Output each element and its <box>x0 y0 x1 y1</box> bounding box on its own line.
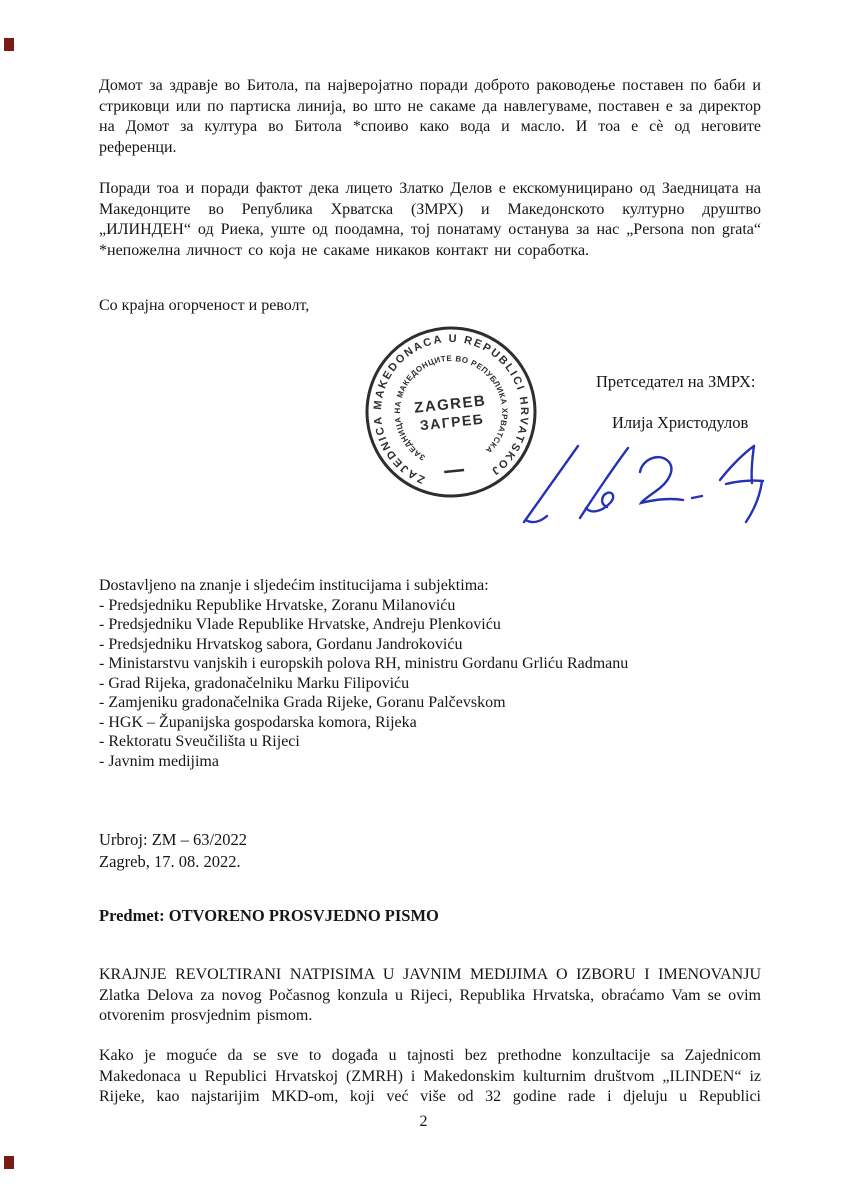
distribution-item: - Predsjedniku Republike Hrvatske, Zoranu Milanoviću <box>99 596 456 614</box>
stamp-bottom-dash <box>444 470 464 472</box>
distribution-item: - Predsjedniku Vlade Republike Hrvatske, Andreju Plenkoviću <box>99 616 501 633</box>
stamp-city-cyrillic: ЗАГРЕБ <box>419 410 485 434</box>
distribution-item: - Predsjedniku Hrvatskog sabora, Gordanu Jandrokoviću <box>99 635 463 653</box>
distribution-item: - Zamjeniku gradonačelnika Grada Rijeke, Goranu Palčevskom <box>99 694 506 711</box>
red-corner-mark-top <box>4 38 14 51</box>
distribution-item: - Javnim medijima <box>99 752 219 770</box>
reference-block <box>99 829 761 872</box>
stamp-city-latin: ZAGREB <box>413 392 488 417</box>
distribution-item: - Rektoratu Sveučilišta u Rijeci <box>99 733 300 750</box>
stamp-outer-text: ZAJEDNICA MAKEDONACA U REPUBLICI HRVATSKOJ <box>371 332 531 486</box>
distribution-heading: Dostavljeno na znanje i sljedećim institucijama i subjektima: <box>99 577 489 594</box>
subject-line: Predmet: OTVORENO PROSVJEDNO PISMO <box>99 906 439 925</box>
signatory-title: Претседател на ЗМРХ: <box>596 372 756 391</box>
reference-number: Urbroj: ZM – 63/2022 <box>99 830 248 849</box>
closing-line: Со крајна огорченост и револт, <box>99 297 310 314</box>
paragraph-krajnje: KRAJNJE REVOLTIRANI NATPISIMA U JAVNIM MEDIJIMA O IZBORU I IMENOVANJU Zlatka Delova za novog Počasnog konzula u Rijeci, Republika Hrvatska, obraćamo Vam se ovim otvorenim prosvjednim pismom. <box>99 966 761 1024</box>
paragraph-intro: Домот за здравје во Битола, па најверојатно поради доброто раководење поставен по баби и стриковци или по партиска линија, во што не сакаме да навлегуваме, поставен е за директор на Домот за култура во Битола *споиво како вода и масло. И тоа е сѐ од неговите референци. <box>99 77 761 156</box>
stamp-inner-text: ЗАЕДНИЦА НА МАКЕДОНЦИТЕ ВО РЕПУБЛИКА ХРВАТСКА <box>392 353 510 463</box>
distribution-item: - Grad Rijeka, gradonačelniku Marku Filipoviću <box>99 674 410 692</box>
signatory-name: Илија Христодулов <box>612 413 749 432</box>
handwritten-signature <box>520 436 805 542</box>
red-corner-mark-bottom <box>4 1156 14 1169</box>
distribution-item: - HGK – Županijska gospodarska komora, Rijeka <box>99 713 417 731</box>
reference-place-date: Zagreb, 17. 08. 2022. <box>99 851 241 871</box>
page-number: 2 <box>419 1113 428 1130</box>
distribution-list <box>99 576 761 771</box>
paragraph-kako: Kako je moguće da se sve to događa u tajnosti bez prethodne konzultacije sa Zajednicom Makedonaca u Republici Hrvatskoj (ZMRH) i Makedonskim kulturnim društvom „ILINDEN“ iz Rijeke, kao najstarijim MKD-om, koji već više od 32 godine rade i djeluju u Republici <box>99 1047 761 1105</box>
distribution-item: - Ministarstvu vanjskih i europskih polova RH, ministru Gordanu Grliću Radmanu <box>99 655 629 672</box>
paragraph-excommunication: Поради тоа и поради фактот дека лицето Златко Делов е екскомуницирано од Заедницата на Македонците во Република Хрватска (ЗМРХ) и Македонското културно друштво „ИЛИНДЕН“ од Риека, уште од поодамна, тој понатаму останува за нас „Persona non grata“ *непожелна личност со која не сакаме никаков контакт ни соработка. <box>99 180 761 259</box>
